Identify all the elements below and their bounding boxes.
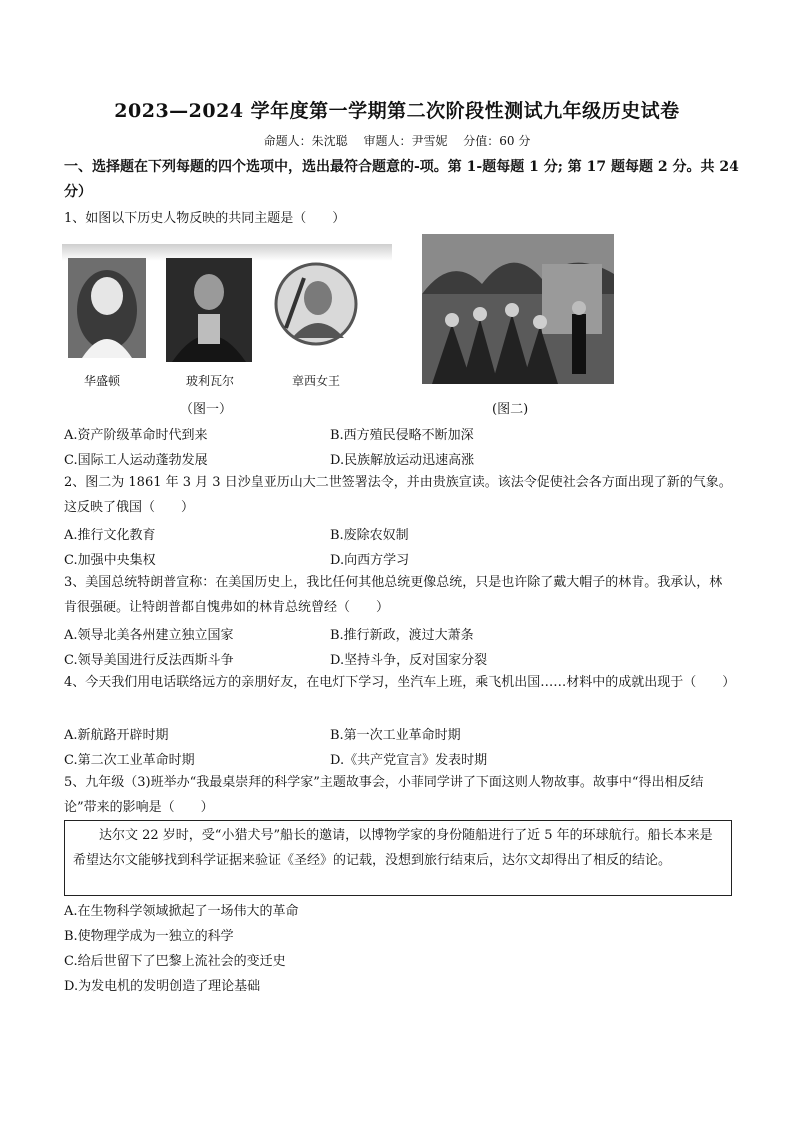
question-3-stem: 3、美国总统特朗普宣称：在美国历史上，我比任何其他总统更像总统，只是也许除了戴大帽子的林肯。我承认，林肯很强硬。让特朗普都自愧弗如的林肯总统曾经（ ）: [64, 575, 723, 615]
figure-two-caption: (图二): [492, 402, 529, 417]
question-1-stem: 1、如图以下历史人物反映的共同主题是（ ）: [64, 211, 346, 226]
section-one-heading: 一、选择题在下列每题的四个选项中，选出最符合题意的-项。第 1-题每题 1 分; 第 17 题每题 2 分。共 24 分）: [64, 159, 739, 200]
q3-option-a[interactable]: A.领导北美各州建立独立国家: [64, 628, 234, 643]
q1-option-d[interactable]: D.民族解放运动迅速高涨: [330, 453, 475, 468]
q2-option-c[interactable]: C.加强中央集权: [64, 553, 156, 568]
q4-option-d[interactable]: D.《共产党宣言》发表时期: [330, 753, 488, 768]
q1-option-c[interactable]: C.国际工人运动蓬勃发展: [64, 453, 208, 468]
score-label: 分值：60 分: [463, 134, 531, 148]
portrait-lakshmibai-image: [274, 258, 358, 358]
q1-option-b[interactable]: B.西方殖民侵略不断加深: [330, 428, 474, 443]
q5-option-d[interactable]: D.为发电机的发明创造了理论基础: [64, 979, 261, 994]
q5-option-c[interactable]: C.给后世留下了巴黎上流社会的变迁史: [64, 954, 286, 969]
q2-option-a[interactable]: A.推行文化教育: [64, 528, 156, 543]
q3-option-b[interactable]: B.推行新政，渡过大萧条: [330, 628, 474, 643]
q5-option-b[interactable]: B.使物理学成为一独立的科学: [64, 929, 234, 944]
caption-bolivar: 玻利瓦尔: [186, 374, 235, 388]
q5-option-a[interactable]: A.在生物科学领域掀起了一场伟大的革命: [64, 904, 299, 919]
portrait-bolivar-image: [166, 258, 252, 362]
question-4-stem: 4、今天我们用电话联络远方的亲朋好友，在电灯下学习，坐汽车上班，乘飞机出国……材料中的成就出现于（ ）: [64, 675, 736, 690]
exam-meta: [0, 132, 794, 149]
q4-option-a[interactable]: A.新航路开辟时期: [64, 728, 169, 743]
author-label: 命题人：朱沈聪: [263, 134, 348, 148]
q1-option-a[interactable]: A.资产阶级革命时代到来: [64, 428, 208, 443]
figure-two-image: [422, 234, 614, 384]
caption-washington: 华盛顿: [84, 374, 121, 388]
caption-lakshmibai: 章西女王: [292, 374, 341, 388]
q2-option-b[interactable]: B.废除农奴制: [330, 528, 409, 543]
q4-option-c[interactable]: C.第二次工业革命时期: [64, 753, 195, 768]
q3-option-d[interactable]: D.坚持斗争，反对国家分裂: [330, 653, 488, 668]
question-5-material-box: 达尔文 22 岁时，受“小猎犬号”船长的邀请，以博物学家的身份随船进行了近 5 年的环球航行。船长本来是希望达尔文能够找到科学证据来验证《圣经》的记载，没想到旅行结束后，达尔文却得出了相反的结论。: [64, 820, 732, 896]
figure-one-caption: （图一）: [180, 402, 233, 417]
question-5-stem: 5、九年级（3)班举办“我最桌崇拜的科学家”主题故事会，小菲同学讲了下面这则人物故事。故事中“得出相反结论”带来的影响是（ ）: [64, 775, 704, 815]
figure-row: [62, 234, 614, 386]
q2-option-d[interactable]: D.向西方学习: [330, 553, 410, 568]
figure-one: [62, 244, 392, 388]
question-2-stem: 2、图二为 1861 年 3 月 3 日沙皇亚历山大二世签署法令，并由贵族宣读。该法令促使社会各方面出现了新的气象。这反映了俄国（ ）: [64, 475, 732, 515]
q3-option-c[interactable]: C.领导美国进行反法西斯斗争: [64, 653, 234, 668]
exam-title: 2023—2024 学年度第一学期第二次阶段性测试九年级历史试卷: [114, 100, 680, 122]
q4-option-b[interactable]: B.第一次工业革命时期: [330, 728, 461, 743]
reviewer-label: 审题人：尹雪妮: [363, 134, 448, 148]
portrait-washington-image: [68, 258, 146, 358]
